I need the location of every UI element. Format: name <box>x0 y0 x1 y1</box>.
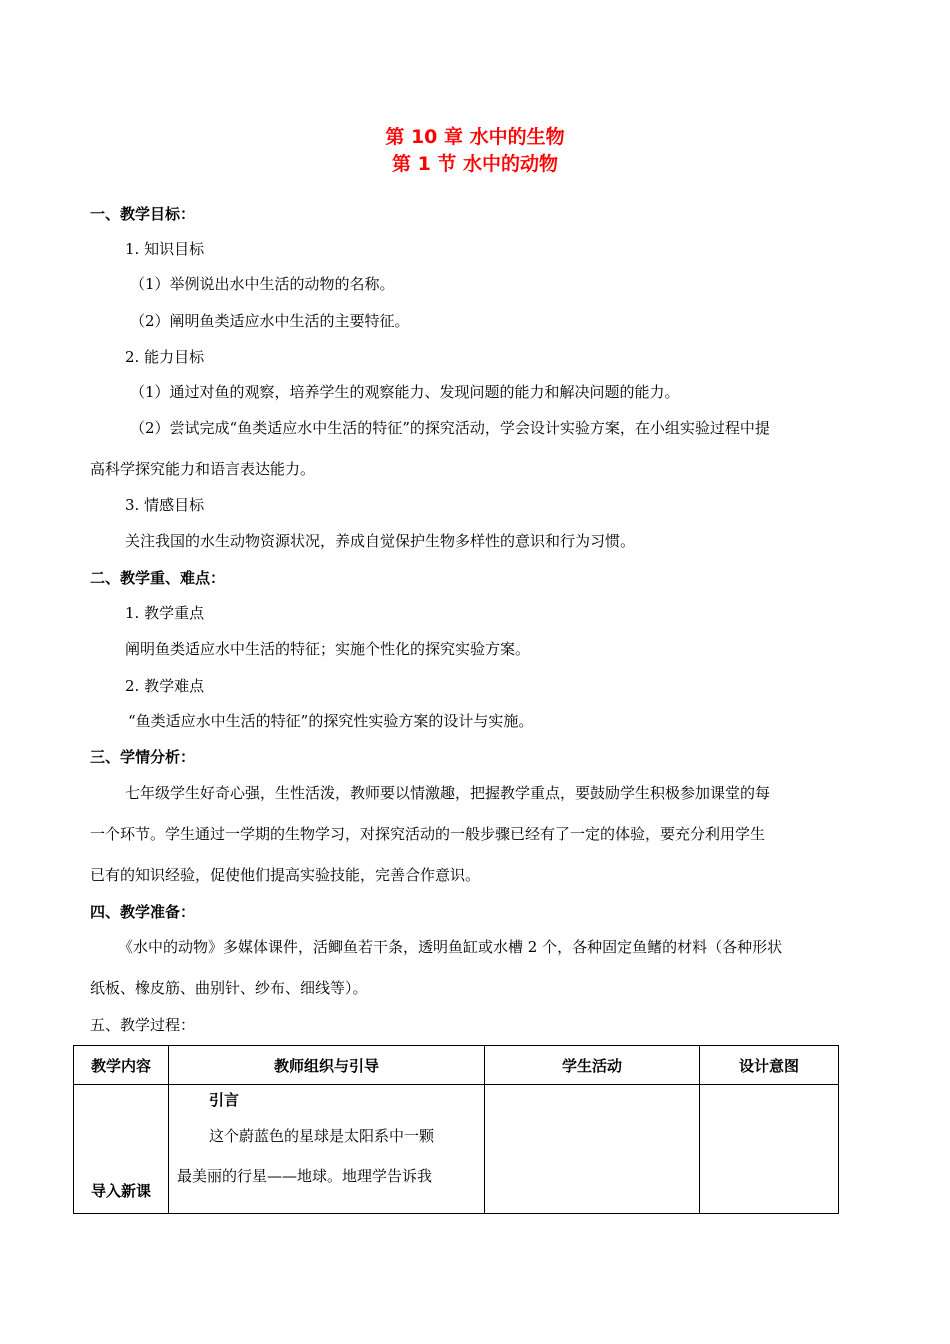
row-design-intent <box>700 1085 839 1214</box>
row-content-label: 导入新课 <box>74 1085 169 1214</box>
analysis-line3: 已有的知识经验，促使他们提高实验技能，完善合作意识。 <box>90 866 481 884</box>
ability-goal-2-line2: 高科学探究能力和语言表达能力。 <box>90 460 316 478</box>
chapter-title: 第 10 章 水中的生物 <box>385 126 565 148</box>
heading-objectives: 一、教学目标： <box>90 205 196 223</box>
heading-key-points: 二、教学重、难点： <box>90 569 226 587</box>
header-design-intent: 设计意图 <box>700 1046 839 1085</box>
table-header-row <box>74 1046 839 1085</box>
knowledge-goal-1: （1）举例说出水中生活的动物的名称。 <box>130 275 395 293</box>
guide-title: 引言 <box>209 1091 240 1109</box>
section-title: 第 1 节 水中的动物 <box>391 153 559 175</box>
analysis-line2: 一个环节。学生通过一学期的生物学习，对探究活动的一般步骤已经有了一定的体验，要充分利用学生 <box>90 825 766 843</box>
teaching-process-table <box>73 1045 839 1214</box>
header-content: 教学内容 <box>74 1046 169 1085</box>
emotion-goal-heading: 3. 情感目标 <box>125 496 205 514</box>
emotion-goal-1: 关注我国的水生动物资源状况，养成自觉保护生物多样性的意识和行为习惯。 <box>125 532 636 550</box>
ability-goal-heading: 2. 能力目标 <box>125 348 205 366</box>
preparation-line2: 纸板、橡皮筋、曲别针、纱布、细线等）。 <box>90 979 368 997</box>
heading-preparation: 四、教学准备： <box>90 903 196 921</box>
guide-line1: 这个蔚蓝色的星球是太阳系中一颗 <box>209 1127 435 1145</box>
difficulty-text: “鱼类适应水中生活的特征”的探究性实验方案的设计与实施。 <box>128 712 534 730</box>
key-point-text: 阐明鱼类适应水中生活的特征；实施个性化的探究实验方案。 <box>125 640 531 658</box>
heading-process: 五、教学过程： <box>90 1016 196 1034</box>
ability-goal-1: （1）通过对鱼的观察，培养学生的观察能力、发现问题的能力和解决问题的能力。 <box>130 383 680 401</box>
row-student-activity <box>485 1085 700 1214</box>
table-row <box>74 1085 839 1214</box>
knowledge-goal-heading: 1. 知识目标 <box>125 240 205 258</box>
analysis-line1: 七年级学生好奇心强，生性活泼，教师要以情激趣，把握教学重点，要鼓励学生积极参加课堂的每 <box>125 784 771 802</box>
header-student-activity: 学生活动 <box>485 1046 700 1085</box>
knowledge-goal-2: （2）阐明鱼类适应水中生活的主要特征。 <box>130 312 410 330</box>
key-point-heading: 1. 教学重点 <box>125 604 205 622</box>
guide-line2: 最美丽的行星——地球。地理学告诉我 <box>177 1167 433 1185</box>
header-teacher-guide: 教师组织与引导 <box>169 1046 485 1085</box>
difficulty-heading: 2. 教学难点 <box>125 677 205 695</box>
ability-goal-2-line1: （2）尝试完成“鱼类适应水中生活的特征”的探究活动，学会设计实验方案，在小组实验过程中提 <box>130 419 770 437</box>
row-teacher-guide <box>169 1085 485 1214</box>
heading-student-analysis: 三、学情分析： <box>90 748 196 766</box>
preparation-line1: 《水中的动物》多媒体课件，活鲫鱼若干条，透明鱼缸或水槽 2 个，各种固定鱼鳍的材料（各种形状 <box>118 938 783 956</box>
